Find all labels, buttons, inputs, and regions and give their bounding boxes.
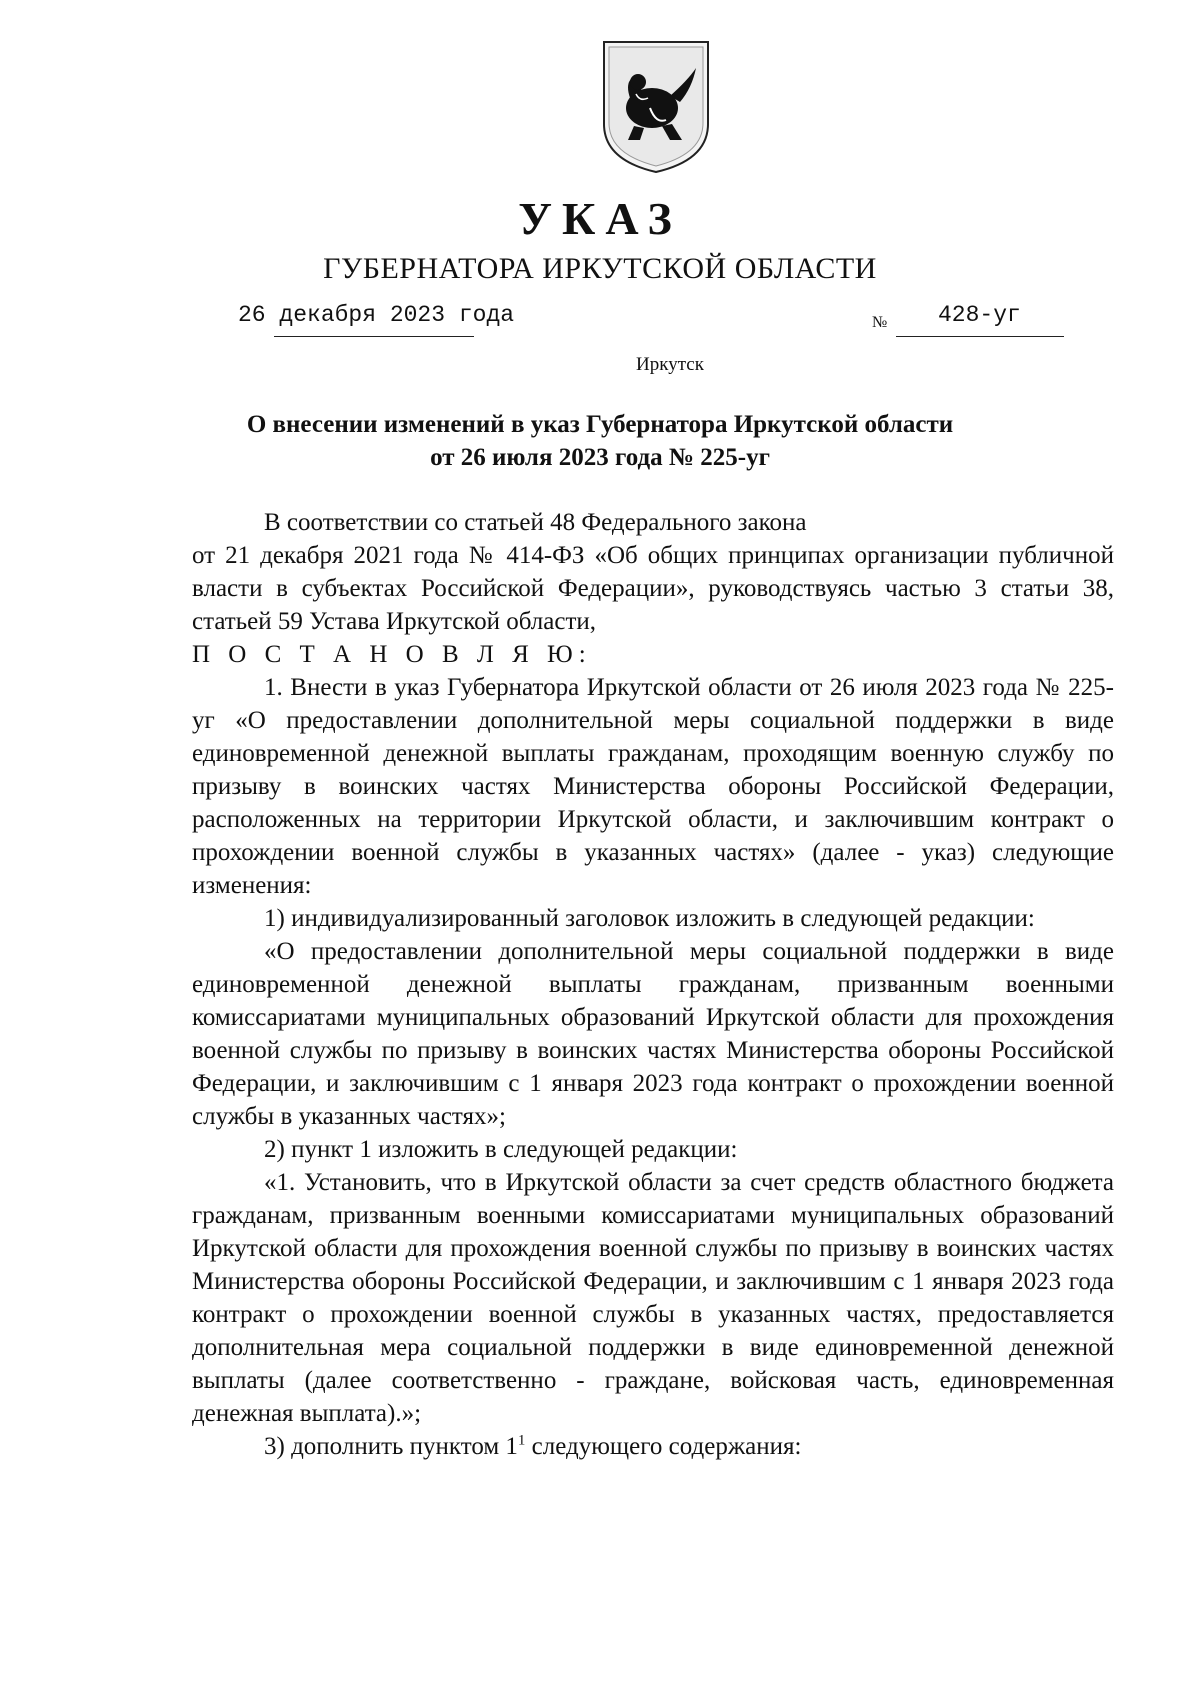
issuer-heading: ГУБЕРНАТОРА ИРКУТСКОЙ ОБЛАСТИ (323, 252, 877, 285)
document-type-heading: УКАЗ (518, 193, 682, 244)
decree-number: 428-уг (938, 302, 1021, 328)
subitem-2-text: «1. Установить, что в Иркутской области за счет средств областного бюджета гражданам, призванным военными комиссариатами муниципальных образований Иркутской области для прохождения военной службы по призыву в воинских частях Министерства обороны Российской Федерации, и заключившим с 1 января 2023 года контракт о прохождении военной службы в указанных частях, предоставляется дополнительная мера социальной поддержки в виде единовременной денежной выплаты (далее соответственно - граждане, войсковая часть, единовременная денежная выплата).»; (192, 1169, 1114, 1427)
city-label: Иркутск (636, 354, 704, 375)
subitem-1-text: «О предоставлении дополнительной меры социальной поддержки в виде единовременной денежной выплаты гражданам, призванным военными комиссариатами муниципальных образований Иркутской области для прохождения военной службы по призыву в воинских частях Министерства обороны Российской Федерации, и заключившим с 1 января 2023 года контракт о прохождении военной службы в указанных частях»; (192, 938, 1114, 1130)
subitem-2: 2) пункт 1 изложить в следующей редакции: (264, 1136, 738, 1163)
subitem-1: 1) индивидуализированный заголовок изложить в следующей редакции: (264, 905, 1035, 932)
item-1: 1. Внести в указ Губернатора Иркутской области от 26 июля 2023 года № 225-уг «О предоставлении дополнительной меры социальной поддержки в виде единовременной денежной выплаты гражданам, проходящим военную службу по призыву в воинских частях Министерства обороны Российской Федерации, расположенных на территории Иркутской области, и заключившим контракт о прохождении военной службы в указанных частях» (далее - указ) следующие изменения: (192, 674, 1114, 899)
number-underline (896, 336, 1064, 337)
subitem-3 (192, 1430, 1114, 1463)
decree-word: П О С Т А Н О В Л Я Ю: (192, 641, 592, 668)
decree-title-line-1: О внесении изменений в указ Губернатора Иркутской области (246, 411, 954, 438)
subitem-3-prefix: 3) дополнить пунктом 1 (264, 1433, 518, 1460)
number-sign: № (872, 314, 888, 331)
preamble-text: от 21 декабря 2021 года № 414-ФЗ «Об общих принципах организации публичной власти в субъектах Российской Федерации», руководствуясь частью 3 статьи 38, статьей 59 Устава Иркутской области, (192, 542, 1114, 635)
decree-body (192, 506, 1114, 1463)
decree-title-line-2: от 26 июля 2023 года № 225-уг (430, 444, 770, 471)
decree-title (0, 408, 1200, 474)
preamble-line-1: В соответствии со статьей 48 Федерального закона (264, 509, 807, 536)
subitem-3-superscript: 1 (517, 1432, 526, 1449)
decree-date: 26 декабря 2023 года (238, 302, 515, 328)
subitem-3-suffix: следующего содержания: (525, 1433, 802, 1460)
irkutsk-coat-of-arms-icon (600, 36, 712, 176)
date-underline (274, 336, 474, 337)
